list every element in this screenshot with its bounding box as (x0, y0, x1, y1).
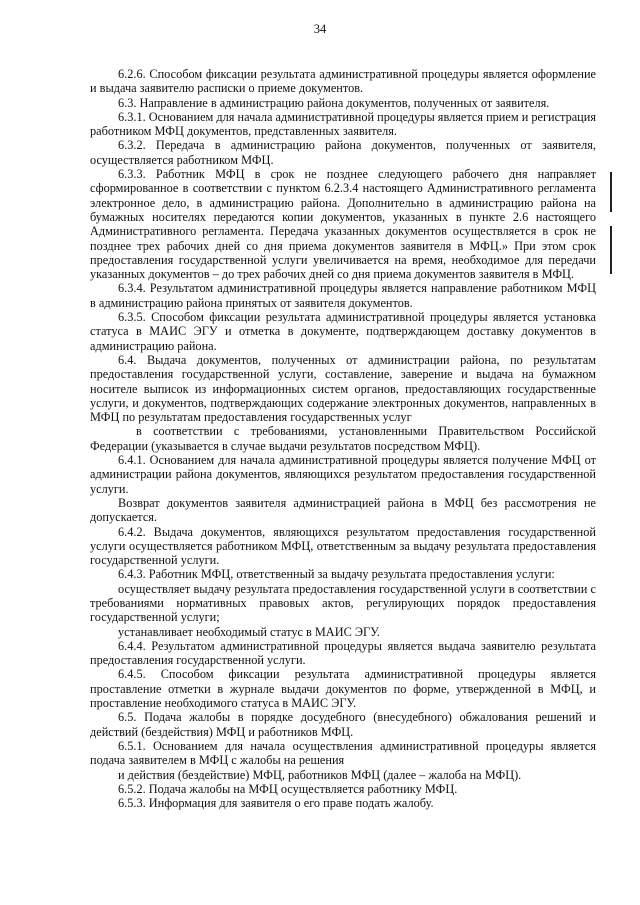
paragraph-6-5-2: 6.5.2. Подача жалобы на МФЦ осуществляется работнику МФЦ. (118, 781, 458, 796)
paragraph-issues-result: осуществляет выдачу результата предоставления государственной услуги в соответствии с требованиями нормативных правовых актов, регулирующих порядок предоставления государственной услуги; (90, 581, 596, 625)
paragraph-6-4-continuation: в соответствии с требованиями, установленными Правительством Российской Федерации (указывается в случае выдачи результатов посредством МФЦ). (90, 424, 596, 453)
paragraph-6-4-1: 6.4.1. Основанием для начала административной процедуры является получение МФЦ от администрации района документов, являющихся результатом предоставления государственной услуги. (90, 453, 596, 496)
paragraph-6-3: 6.3. Направление в администрацию района документов, полученных от заявителя. (118, 95, 550, 110)
paragraph-return-of-documents: Возврат документов заявителя администрацией района в МФЦ без рассмотрения не допускается. (90, 495, 596, 525)
margin-mark-line (610, 226, 612, 274)
paragraph-6-3-5: 6.3.5. Способом фиксации результата административной процедуры является установка статуса в МАИС ЭГУ и отметка в документе, подтверждающем доставку документов в администрацию района. (90, 310, 596, 353)
paragraph-6-3-4: 6.3.4. Результатом административной процедуры является направление работником МФЦ в администрацию района принятых от заявителя документов. (90, 281, 596, 310)
paragraph-sets-status: устанавливает необходимый статус в МАИС ЭГУ. (118, 624, 380, 639)
paragraph-6-4-5: 6.4.5. Способом фиксации результата административной процедуры является проставление отметки в журнале выдачи документов по форме, утвержденной в МФЦ, и проставление необходимого статуса в МАИС ЭГУ. (90, 667, 596, 711)
document-body (90, 67, 596, 810)
paragraph-6-4-4: 6.4.4. Результатом административной процедуры является выдача заявителю результата предоставления государственной услуги. (90, 638, 596, 668)
paragraph-6-5-1-continuation: и действия (бездействие) МФЦ, работников МФЦ (далее – жалоба на МФЦ). (118, 767, 522, 782)
page-number: 34 (313, 22, 327, 36)
paragraph-6-4-3: 6.4.3. Работник МФЦ, ответственный за выдачу результата предоставления услуги: (118, 567, 555, 582)
paragraph-6-5-3: 6.5.3. Информация для заявителя о его праве подать жалобу. (118, 796, 434, 811)
margin-mark-line (610, 172, 612, 212)
paragraph-6-4-2: 6.4.2. Выдача документов, являющихся результатом предоставления государственной услуги осуществляется работником МФЦ, ответственным за выдачу результата предоставления государственной услуги. (90, 524, 596, 568)
paragraph-6-5-1: 6.5.1. Основанием для начала осуществления административной процедуры является подача заявителем в МФЦ с жалобы на решения (90, 738, 596, 768)
paragraph-6-3-2: 6.3.2. Передача в администрацию района документов, полученных от заявителя, осуществляется работником МФЦ. (90, 138, 596, 167)
paragraph-6-3-3: 6.3.3. Работник МФЦ в срок не позднее следующего рабочего дня направляет сформированное в соответствии с пунктом 6.2.3.4 настоящего Административного регламента электронное дело, в администрацию района. Дополнительно в администрацию района на бумажных носителях передаются копии документов, указанных в пункте 2.6 настоящего Административного регламента. Передача указанных документов осуществляется в срок не позднее трех рабочих дней со дня приема документов заявителя в МФЦ.» При этом срок предоставления государственной услуги увеличивается на время, необходимое для передачи указанных документов – до трех рабочих дней со дня приема документов заявителя в МФЦ. (90, 167, 596, 282)
paragraph-6-2-6: 6.2.6. Способом фиксации результата административной процедуры является оформление и выдача заявителю расписки о приеме документов. (90, 67, 596, 96)
paragraph-6-5: 6.5. Подача жалобы в порядке досудебного (внесудебного) обжалования решений и действий (бездействия) МФЦ и работников МФЦ. (90, 710, 596, 739)
paragraph-6-3-1: 6.3.1. Основанием для начала административной процедуры является прием и регистрация работником МФЦ документов, представленных заявителя. (90, 109, 596, 139)
paragraph-6-4: 6.4. Выдача документов, полученных от администрации района, по результатам предоставления государственной услуги, составление, заверение и выдача на бумажном носителе выписок из информационных систем органов, предоставляющих государственные услуги, и документов, подтверждающих содержание электронных документов, направленных в МФЦ по результатам предоставления государственных услуг (90, 352, 596, 425)
